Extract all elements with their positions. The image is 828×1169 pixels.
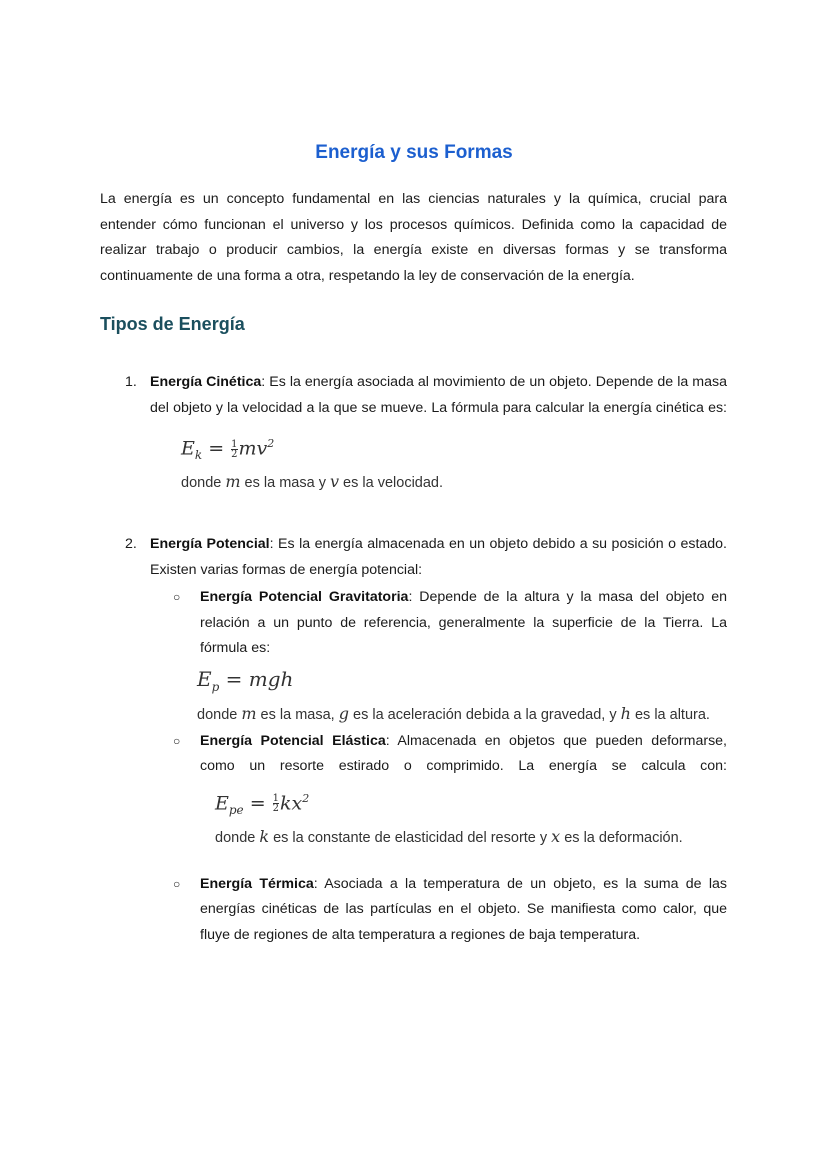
item-text: : Es la energía asociada al movimiento de un objeto. Depende de la masa del objeto y la velocidad a la que se mueve. La fórmula para calcular la energía cinética es: (150, 374, 727, 416)
term: Energía Potencial Gravitatoria (200, 589, 409, 606)
bullet-icon: ○ (173, 733, 181, 748)
list-number: 1. (125, 374, 137, 390)
formula-part: mgh (248, 666, 294, 691)
formula-explanation (197, 702, 777, 727)
numerator: 1 (231, 438, 238, 450)
formula-part: = (243, 791, 272, 814)
var: h (620, 703, 631, 723)
text: es la masa y (240, 475, 330, 492)
term: Energía Térmica (200, 875, 314, 892)
text: es la velocidad. (339, 475, 444, 492)
formula-part: E (197, 666, 212, 691)
bullet-icon: ○ (173, 590, 181, 605)
text: es la deformación. (560, 829, 683, 846)
subitem-content (200, 872, 727, 949)
item-text: : Es la energía almacenada en un objeto debido a su posición o estado. Existen varias formas de energía potencial: (150, 536, 727, 578)
formula-part: kx (280, 791, 303, 814)
item-text: : Asociada a la temperatura de un objeto, es la suma de las energías cinéticas de las partículas en el objeto. Se manifiesta como calor, que fluye de regiones de alta temperatura a regiones de baja temperatura. (200, 875, 727, 943)
list-number: 2. (125, 536, 137, 553)
var: m (225, 472, 241, 492)
text: es la aceleración debida a la gravedad, y (348, 706, 621, 723)
formula-part: E (215, 791, 229, 814)
formula-part: = (202, 437, 231, 460)
fraction (273, 794, 279, 813)
var: g (338, 703, 349, 723)
formula-part: k (194, 448, 203, 463)
subitem-paragraph (200, 872, 727, 949)
list-item-kinetic (125, 370, 727, 495)
formula-part: mv (238, 437, 268, 460)
formula-gravitational (197, 664, 727, 702)
item-paragraph (150, 370, 727, 421)
item-paragraph (150, 532, 727, 583)
list-item-potential (125, 532, 727, 948)
formula-part: 2 (267, 437, 275, 450)
subitem-content (200, 729, 727, 850)
text: donde (215, 829, 260, 846)
var: x (551, 826, 561, 846)
subitem-content (197, 585, 727, 727)
text: es la masa, (256, 706, 339, 723)
text: donde (197, 706, 242, 723)
formula-part: pe (228, 802, 244, 817)
formula-part: E (181, 437, 195, 460)
subitem-elastic (173, 729, 727, 850)
subitem-thermal (173, 872, 727, 949)
var: m (241, 703, 257, 723)
list-item-content (150, 370, 727, 495)
var: v (329, 472, 340, 492)
denominator: 2 (272, 803, 280, 815)
formula-part: 2 (302, 791, 310, 805)
fraction (231, 440, 237, 459)
formula-part: p (211, 679, 220, 694)
text: es la altura. (630, 706, 710, 723)
formula-explanation (181, 470, 727, 495)
formula-elastic (215, 784, 727, 825)
intro-paragraph: La energía es un concepto fundamental en las ciencias naturales y la química, crucial para entender cómo funcionan el universo y los procesos químicos. Definida como la capacidad de realizar trabajo o producir cambios, la energía existe en diversas formas y se transforma continuamente de una forma a otra, respetando la ley de conservación de la energía. (100, 191, 727, 284)
var: k (259, 826, 270, 846)
term: Energía Potencial (150, 536, 270, 553)
document-title: Energía y sus Formas (315, 142, 513, 163)
formula-kinetic (181, 429, 727, 470)
term: Energía Cinética (150, 374, 262, 390)
numerator: 1 (272, 793, 280, 805)
formula-explanation (215, 825, 757, 850)
section-heading: Tipos de Energía (100, 314, 245, 334)
item-text: : Almacenada en objetos que pueden deformarse, como un resorte estirado o comprimido. La energía se calcula con: (200, 732, 727, 775)
subitem-gravitational (173, 585, 727, 727)
list-item-content (150, 532, 727, 948)
bullet-icon: ○ (173, 876, 181, 891)
subitem-paragraph (200, 585, 727, 662)
formula-part: = (219, 666, 249, 691)
text: donde (181, 475, 226, 492)
subitem-paragraph (200, 729, 727, 780)
item-text: : Depende de la altura y la masa del objeto en relación a un punto de referencia, generalmente la superficie de la Tierra. La fórmula es: (200, 589, 727, 657)
denominator: 2 (231, 448, 238, 460)
text: es la constante de elasticidad del resorte y (269, 829, 552, 846)
term: Energía Potencial Elástica (200, 732, 386, 749)
